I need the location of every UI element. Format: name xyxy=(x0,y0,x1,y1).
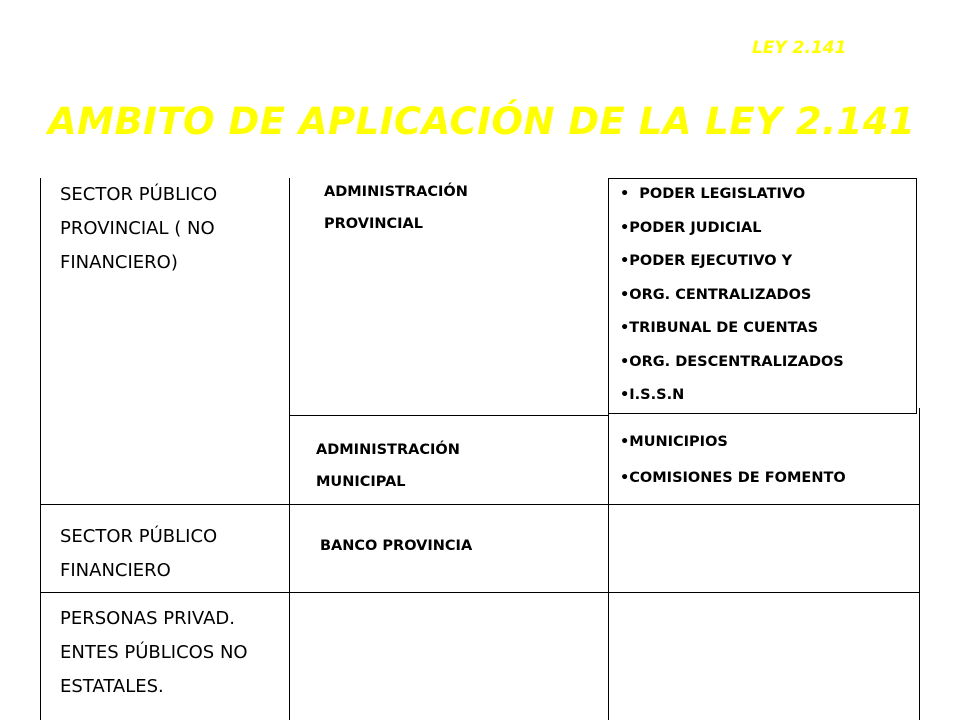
entity-banco-provincia xyxy=(320,530,472,562)
bullet-icon: • xyxy=(620,353,630,370)
sector-line: ENTES PÚBLICOS NO xyxy=(60,642,248,663)
grid-line xyxy=(919,408,920,720)
list-item-label: PODER LEGISLATIVO xyxy=(639,186,806,202)
list-item xyxy=(620,346,844,380)
sector-line: ESTATALES. xyxy=(60,676,164,697)
bullet-icon: • xyxy=(620,186,630,202)
list-item xyxy=(620,212,844,246)
bullet-icon: • xyxy=(620,320,630,336)
bullet-icon: • xyxy=(620,434,630,450)
list-item-label: PODER JUDICIAL xyxy=(629,219,762,236)
grid-line xyxy=(916,178,917,414)
page-title: AMBITO DE APLICACIÓN DE LA LEY 2.141 xyxy=(48,100,916,143)
list-item-label: TRIBUNAL DE CUENTAS xyxy=(629,320,819,336)
law-subtitle: LEY 2.141 xyxy=(752,38,847,58)
list-item-label: PODER EJECUTIVO Y xyxy=(629,253,793,269)
bullet-icon: • xyxy=(620,387,630,403)
sector-personas-privadas xyxy=(60,602,248,704)
list-item-label: MUNICIPIOS xyxy=(629,434,728,450)
sector-line: FINANCIERO xyxy=(60,560,171,581)
list-item xyxy=(620,279,844,313)
entity-administracion-provincial xyxy=(324,176,468,240)
list-item-label: COMISIONES DE FOMENTO xyxy=(629,470,846,486)
grid-line xyxy=(289,415,609,416)
list-item xyxy=(620,312,844,346)
entity-line: PROVINCIAL xyxy=(324,216,423,232)
entity-line: MUNICIPAL xyxy=(316,474,406,490)
bullet-icon: • xyxy=(620,253,630,269)
grid-line xyxy=(40,504,920,505)
list-item xyxy=(620,178,844,212)
sector-provincial-no-financiero xyxy=(60,178,217,280)
sector-line: SECTOR PÚBLICO xyxy=(60,184,218,205)
grid-line xyxy=(608,413,917,414)
bullet-icon: • xyxy=(620,470,630,486)
sector-line: FINANCIERO) xyxy=(60,252,178,273)
list-item-label: I.S.S.N xyxy=(629,387,685,403)
entity-line: ADMINISTRACIÓN xyxy=(316,442,460,458)
entity-line: ADMINISTRACIÓN xyxy=(324,184,468,200)
grid-line xyxy=(40,592,920,593)
sector-line: PROVINCIAL ( NO xyxy=(60,218,215,239)
entity-line: BANCO PROVINCIA xyxy=(320,538,473,554)
sector-publico-financiero xyxy=(60,520,217,588)
sector-line: SECTOR PÚBLICO xyxy=(60,526,218,547)
grid-line xyxy=(608,178,609,720)
list-item-label: ORG. CENTRALIZADOS xyxy=(629,286,812,303)
bullet-icon: • xyxy=(620,219,630,236)
grid-line xyxy=(40,178,41,720)
municipal-organisms-list xyxy=(620,424,846,496)
sector-line: PERSONAS PRIVAD. xyxy=(60,608,235,629)
list-item-label: ORG. DESCENTRALIZADOS xyxy=(629,353,844,370)
list-item xyxy=(620,379,844,413)
bullet-icon: • xyxy=(620,286,630,303)
grid-line xyxy=(289,178,290,720)
list-item xyxy=(620,460,846,496)
list-item xyxy=(620,245,844,279)
list-item xyxy=(620,424,846,460)
provincial-organisms-list xyxy=(620,178,844,413)
entity-administracion-municipal xyxy=(316,434,460,498)
